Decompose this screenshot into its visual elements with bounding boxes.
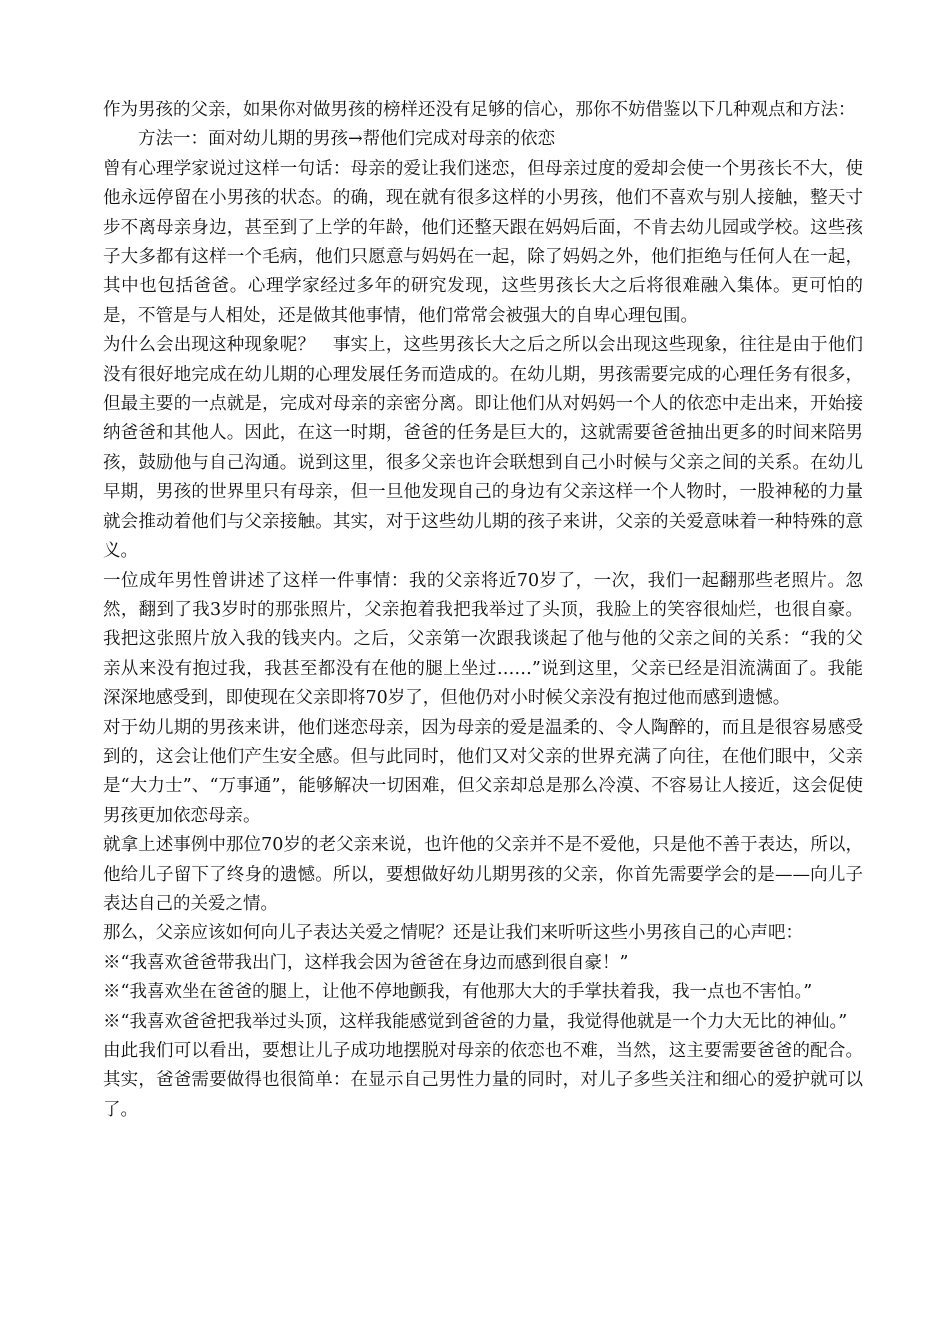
quote-item: ※“我喜欢爸爸把我举过头顶，这样我能感觉到爸爸的力量，我觉得他就是一个力大无比的神仙。” <box>103 1011 848 1032</box>
body-paragraph: 就拿上述事例中那位70岁的老父亲来说，也许他的父亲并不是不爱他，只是他不善于表达，所以，他给儿子留下了终身的遗憾。所以，要想做好幼儿期男孩的父亲，你首先需要学会的是——向儿子表达自己的关爱之情。 <box>103 835 863 914</box>
body-paragraph: 一位成年男性曾讲述了这样一件事情：我的父亲将近70岁了，一次，我们一起翻那些老照片。忽然，翻到了我3岁时的那张照片，父亲抱着我把我举过了头顶，我脸上的笑容很灿烂，也很自豪。我把这张照片放入我的钱夹内。之后，父亲第一次跟我谈起了他与他的父亲之间的关系：“我的父亲从来没有抱过我，我甚至都没有在他的腿上坐过……”说到这里，父亲已经是泪流满面了。我能深深地感受到，即使现在父亲即将70岁了，但他仍对小时候父亲没有抱过他而感到遗憾。 <box>103 570 863 709</box>
document-body <box>103 96 863 1125</box>
intro-paragraph: 作为男孩的父亲，如果你对做男孩的榜样还没有足够的信心，那你不妨借鉴以下几种观点和方法： <box>103 100 856 120</box>
body-paragraph: 对于幼儿期的男孩来讲，他们迷恋母亲，因为母亲的爱是温柔的、令人陶醉的，而且是很容易感受到的，这会让他们产生安全感。但与此同时，他们又对父亲的世界充满了向往，在他们眼中，父亲是“大力士”、“万事通”，能够解决一切困难，但父亲却总是那么冷漠、不容易让人接近，这会促使男孩更加依恋母亲。 <box>103 717 863 826</box>
method-heading: 方法一：面对幼儿期的男孩→帮他们完成对母亲的依恋 <box>138 129 556 150</box>
body-paragraph: 为什么会出现这种现象呢？ 事实上，这些男孩长大之后之所以会出现这些现象，往往是由于他们没有很好地完成在幼儿期的心理发展任务而造成的。在幼儿期，男孩需要完成的心理任务有很多，但最主要的一点就是，完成对母亲的亲密分离。即让他们从对妈妈一个人的依恋中走出来，开始接纳爸爸和其他人。因此，在这一时期，爸爸的任务是巨大的，这就需要爸爸抽出更多的时间来陪男孩，鼓励他与自己沟通。说到这里，很多父亲也许会联想到自己小时候与父亲之间的关系。在幼儿早期，男孩的世界里只有母亲，但一旦他发现自己的身边有父亲这样一个人物时，一股神秘的力量就会推动着他们与父亲接触。其实，对于这些幼儿期的孩子来讲，父亲的关爱意味着一种特殊的意义。 <box>103 335 863 562</box>
body-paragraph: 曾有心理学家说过这样一句话：母亲的爱让我们迷恋，但母亲过度的爱却会使一个男孩长不大，使他永远停留在小男孩的状态。的确，现在就有很多这样的小男孩，他们不喜欢与别人接触，整天寸步不离母亲身边，甚至到了上学的年龄，他们还整天跟在妈妈后面，不肯去幼儿园或学校。这些孩子大多都有这样一个毛病，他们只愿意与妈妈在一起，除了妈妈之外，他们拒绝与任何人在一起，其中也包括爸爸。心理学家经过多年的研究发现，这些男孩长大之后将很难融入集体。更可怕的是，不管是与人相处，还是做其他事情，他们常常会被强大的自卑心理包围。 <box>103 158 863 326</box>
body-paragraph: 那么，父亲应该如何向儿子表达关爱之情呢？还是让我们来听听这些小男孩自己的心声吧： <box>103 923 803 944</box>
quote-item: ※“我喜欢坐在爸爸的腿上，让他不停地颤我，有他那大大的手掌扶着我，我一点也不害怕。” <box>103 982 813 1003</box>
conclusion-paragraph: 由此我们可以看出，要想让儿子成功地摆脱对母亲的依恋也不难，当然，这主要需要爸爸的配合。其实，爸爸需要做得也很简单：在显示自己男性力量的同时，对儿子多些关注和细心的爱护就可以了。 <box>103 1041 863 1120</box>
quote-item: ※“我喜欢爸爸带我出门，这样我会因为爸爸在身边而感到很自豪！” <box>103 952 629 973</box>
